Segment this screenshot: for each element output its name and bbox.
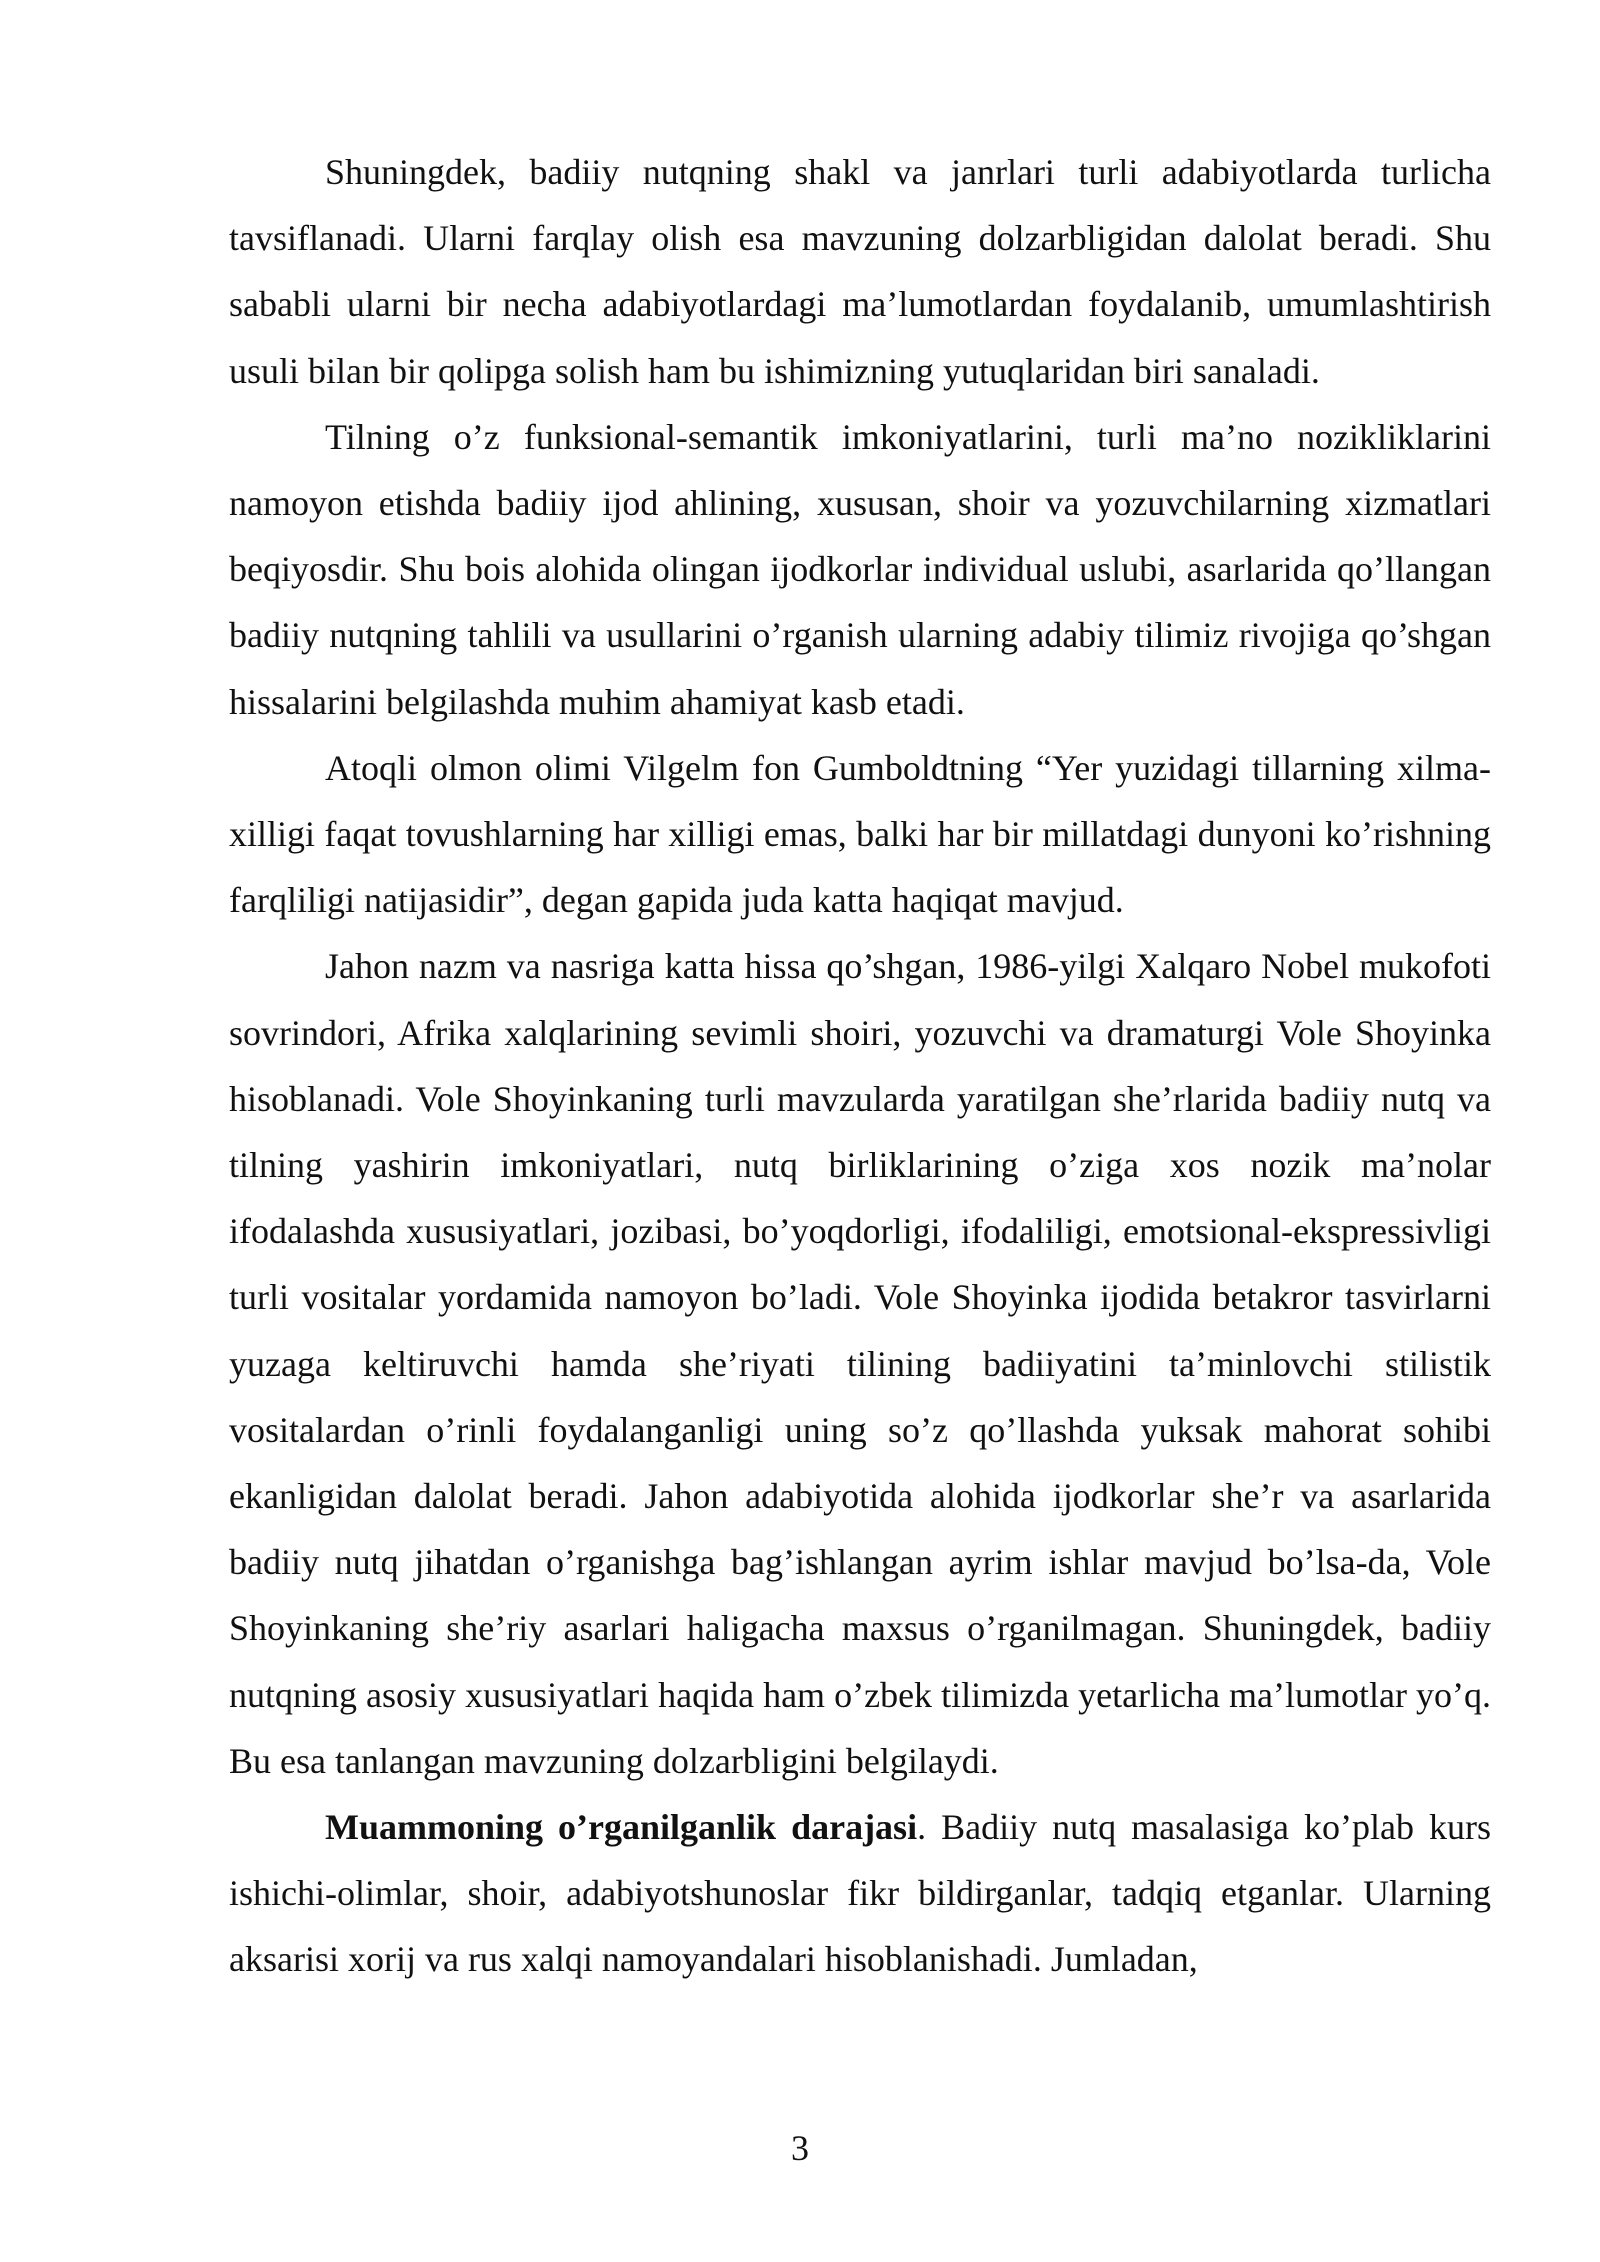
page-number: 3 — [791, 2128, 809, 2168]
paragraph-humboldt-quote: Atoqli olmon olimi Vilgelm fon Gumboldtning “Yer yuzidagi tillarning xilma-xilligi faqat tovushlarning har xilligi emas, balki har bir millatdagi dunyoni ko’rishning farqliligi natijasidir”, degan gapida juda katta haqiqat mavjud. — [229, 747, 1491, 921]
body-text — [229, 139, 1491, 1993]
section-term-bold: Muammoning o’rganilganlik darajasi — [325, 1807, 918, 1848]
paragraph-research-degree — [229, 1794, 1491, 1993]
paragraph-language-capabilities: Tilning o’z funksional-semantik imkoniyatlarini, turli ma’no nozikliklarini namoyon etishda badiiy ijod ahlining, xususan, shoir va yozuvchilarning xizmatlari beqiyosdir. Shu bois alohida olingan ijodkorlar individual uslubi, asarlarida qo’llangan badiiy nutqning tahlili va usullarini o’rganish ularning adabiy tilimiz rivojiga qo’shgan hissalarini belgilashda muhim ahamiyat kasb etadi. — [229, 416, 1491, 722]
paragraph-soyinka: Jahon nazm va nasriga katta hissa qo’shgan, 1986-yilgi Xalqaro Nobel mukofoti sovrindori, Afrika xalqlarining sevimli shoiri, yozuvchi va dramaturgi Vole Shoyinka hisoblanadi. Vole Shoyinkaning turli mavzularda yaratilgan she’rlarida badiiy nutq va tilning yashirin imkoniyatlari, nutq birliklarining o’ziga xos nozik ma’nolar ifodalashda xususiyatlari, jozibasi, bo’yoqdorligi, ifodaliligi, emotsional-ekspressivligi turli vositalar yordamida namoyon bo’ladi. Vole Shoyinka ijodida betakror tasvirlarni yuzaga keltiruvchi hamda she’riyati tilining badiiyatini ta’minlovchi stilistik vositalardan o’rinli foydalanganligi uning so’z qo’llashda yuksak mahorat sohibi ekanligidan dalolat beradi. Jahon adabiyotida alohida ijodkorlar she’r va asarlarida badiiy nutq jihatdan o’rganishga bag’ishlangan ayrim ishlar mavjud bo’lsa-da, Vole Shoyinkaning she’riy asarlari haligacha maxsus o’rganilmagan. Shuningdek, badiiy nutqning asosiy xususiyatlari haqida ham o’zbek tilimizda yetarlicha ma’lumotlar yo’q. Bu esa tanlangan mavzuning dolzarbligini belgilaydi. — [229, 946, 1491, 1781]
paragraph-relevance-intro: Shuningdek, badiiy nutqning shakl va janrlari turli adabiyotlarda turlicha tavsiflanadi. Ularni farqlay olish esa mavzuning dolzarbligidan dalolat beradi. Shu sababli ularni bir necha adabiyotlardagi ma’lumotlardan foydalanib, umumlashtirish usuli bilan bir qolipga solish ham bu ishimizning yutuqlaridan biri sanaladi. — [229, 152, 1491, 391]
paragraph-research-degree-text: . Badiiy nutq masalasiga ko’plab kurs ishichi-olimlar, shoir, adabiyotshunoslar fikr bildirganlar, tadqiq etganlar. Ularning aksarisi xorij va rus xalqi namoyandalari hisoblanishadi. Jumladan, — [229, 1807, 1492, 1980]
